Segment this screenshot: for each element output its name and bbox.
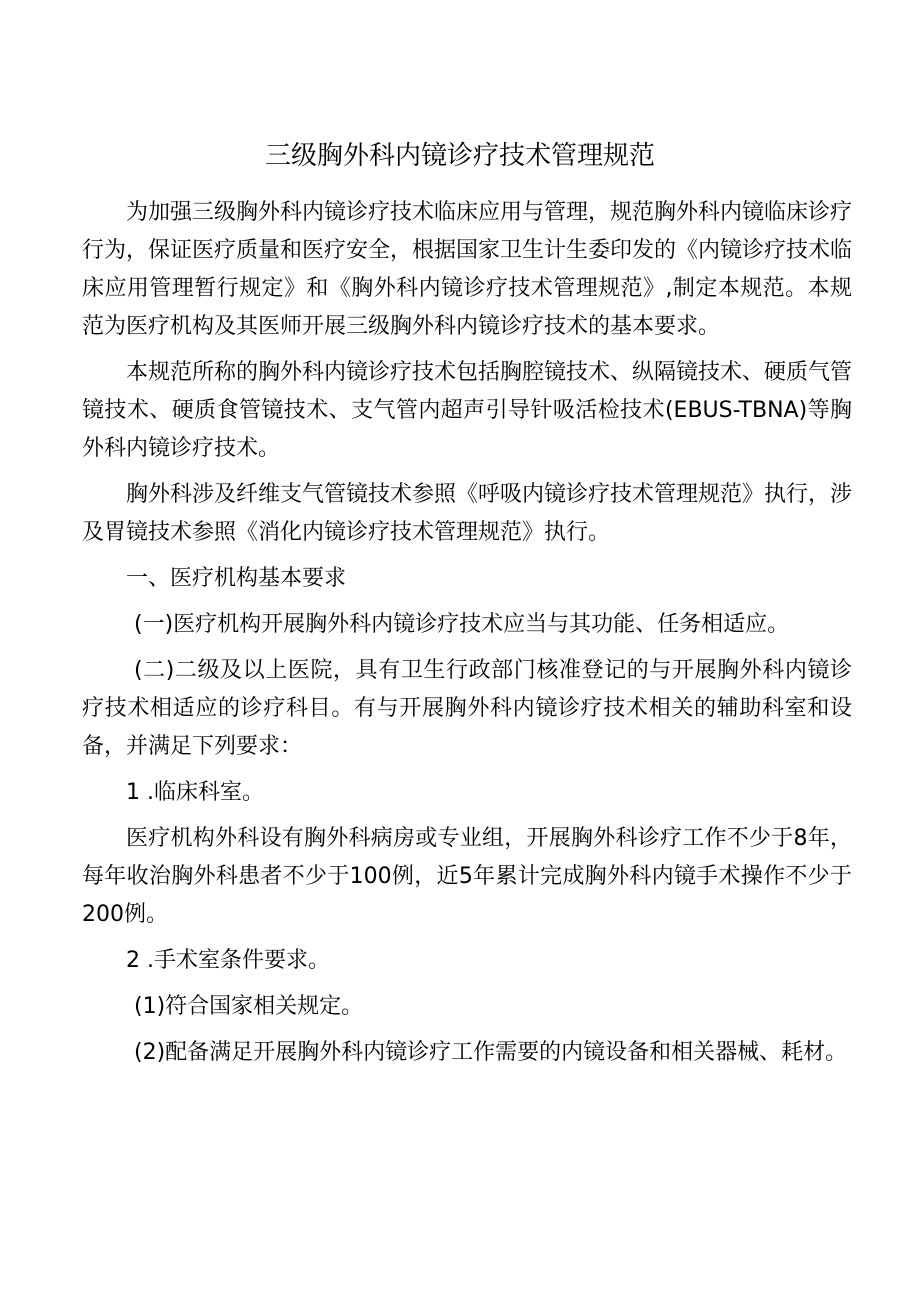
- document-body: [82, 194, 852, 1080]
- item-1: (1)符合国家相关规定。: [134, 994, 364, 1019]
- item-2: (2)配备满足开展胸外科内镜诊疗工作需要的内镜设备和相关器械、耗材。: [134, 1040, 848, 1065]
- subheading-clinical-department: 1 .临床科室。: [126, 780, 264, 805]
- paragraph-intro: 为加强三级胸外科内镜诊疗技术临床应用与管理，规范胸外科内镜临床诊疗行为，保证医疗质量和医疗安全，根据国家卫生计生委印发的《内镜诊疗技术临床应用管理暂行规定》和《胸外科内镜诊疗技术管理规范》,制定本规范。本规范为医疗机构及其医师开展三级胸外科内镜诊疗技术的基本要求。: [82, 200, 853, 339]
- document-title: 三级胸外科内镜诊疗技术管理规范: [264, 141, 655, 171]
- clause-1: (一)医疗机构开展胸外科内镜诊疗技术应当与其功能、任务相适应。: [134, 612, 790, 637]
- paragraph-scope: 本规范所称的胸外科内镜诊疗技术包括胸腔镜技术、纵隔镜技术、硬质气管镜技术、硬质食管镜技术、支气管内超声引导针吸活检技术(EBUS-TBNA)等胸外科内镜诊疗技术。: [82, 360, 853, 461]
- paragraph-clinical-department: 医疗机构外科设有胸外科病房或专业组，开展胸外科诊疗工作不少于8年，每年收治胸外科患者不少于100例，近5年累计完成胸外科内镜手术操作不少于200例。: [82, 826, 852, 927]
- clause-2: (二)二级及以上医院，具有卫生行政部门核准登记的与开展胸外科内镜诊疗技术相适应的诊疗科目。有与开展胸外科内镜诊疗技术相关的辅助科室和设备，并满足下列要求：: [82, 658, 852, 759]
- subheading-operating-room: 2 .手术室条件要求。: [126, 948, 330, 973]
- section-heading-institution: 一、医疗机构基本要求: [126, 566, 347, 591]
- paragraph-reference: 胸外科涉及纤维支气管镜技术参照《呼吸内镜诊疗技术管理规范》执行，涉及胃镜技术参照《消化内镜诊疗技术管理规范》执行。: [82, 482, 853, 545]
